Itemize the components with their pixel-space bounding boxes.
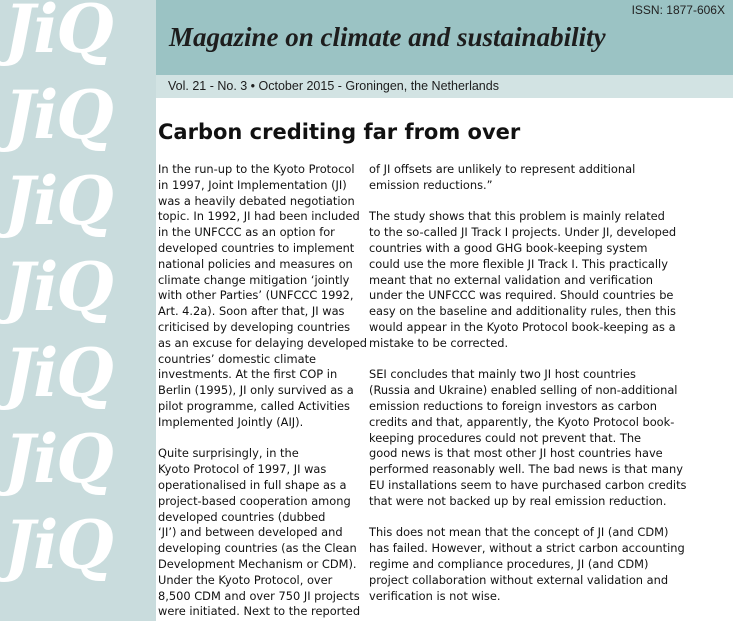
magazine-title: Magazine on climate and sustainability [169,22,606,52]
paragraph [369,209,679,351]
text-line: (Russia and Ukraine) enabled selling of non-additional [369,383,678,398]
text-line: climate change mitigation ‘jointly [158,272,350,287]
text-line: countries with a good GHG book-keeping system [369,240,648,255]
text-line: in the UNFCCC as an option for [158,225,335,240]
text-line: developed countries (dubbed [158,509,326,524]
masthead [156,0,733,98]
text-line: emission reductions.” [369,177,493,192]
text-line: under the UNFCCC was required. Should countries be [369,288,674,303]
logo-strip [0,0,156,621]
text-line: was a heavily debated negotiation [158,193,355,208]
text-line: meant that no external validation and verification [369,272,654,287]
text-line: Under the Kyoto Protocol, over [158,572,333,587]
text-line: Development Mechanism or CDM). [158,556,357,571]
text-line: good news is that most other JI host countries have [369,446,663,461]
text-line: has failed. However, without a strict carbon accounting [369,541,685,556]
text-line: The study shows that this problem is mainly related [369,209,665,224]
jiq-logo: JiQ [4,162,112,240]
volume-info: Vol. 21 - No. 3 • October 2015 - Groningen, the Netherlands [168,79,499,93]
text-line: 8,500 CDM and over 750 JI projects [158,588,360,603]
text-line: investments. At the first COP in [158,367,338,382]
issn-label: ISSN: 1877-606X [631,3,725,17]
text-line: mistake to be corrected. [369,335,509,350]
article-column-left [158,162,367,636]
text-line: to the so-called JI Track I projects. Under JI, developed [369,225,677,240]
text-line: could use the more flexible JI Track I. This practically [369,256,668,271]
jiq-logo: JiQ [4,76,112,154]
text-line: emission reductions to foreign investors as carbon [369,398,657,413]
text-line: pilot programme, called Activities [158,398,350,413]
text-line: as an excuse for delaying developed [158,335,367,350]
article-column-right [369,162,687,620]
text-line: criticised by developing countries [158,319,351,334]
text-line: with other Parties’ (UNFCCC 1992, [158,288,354,303]
article-title: Carbon crediting far from over [158,120,521,144]
paragraph [369,162,679,194]
jiq-logo: JiQ [4,420,112,498]
text-line: credits and that, apparently, the Kyoto Protocol book- [369,414,675,429]
text-line: operationalised in full shape as a [158,477,347,492]
text-line: in 1997, Joint Implementation (JI) [158,177,347,192]
text-line: developed countries to implement [158,240,355,255]
text-line: Kyoto Protocol of 1997, JI was [158,462,327,477]
text-line: Quite surprisingly, in the [158,446,299,461]
text-line: that were not backed up by real emission reduction. [369,493,667,508]
text-line: national policies and measures on [158,256,353,271]
text-line: project-based cooperation among [158,493,351,508]
text-line: performed reasonably well. The bad news is that many [369,462,683,477]
text-line: In the run-up to the Kyoto Protocol [158,162,355,176]
text-line: topic. In 1992, JI had been included [158,209,360,224]
text-line: easy on the baseline and additionality rules, then this [369,304,676,319]
text-line: regime and compliance procedures, JI (and CDM) [369,556,649,571]
text-line: ‘JI’) and between developed and [158,525,343,540]
text-line: were initiated. Next to the reported [158,604,361,619]
jiq-logo: JiQ [4,0,112,68]
text-line: would appear in the Kyoto Protocol book-keeping as a [369,319,676,334]
text-line: verification is not wise. [369,588,501,603]
volume-bar [156,75,733,98]
text-line: of JI offsets are unlikely to represent additional [369,162,636,176]
text-line: countries’ domestic climate [158,351,317,366]
jiq-logo: JiQ [4,506,112,584]
paragraph [369,525,685,604]
text-line: developing countries (as the Clean [158,541,357,556]
text-line: project collaboration without external validation and [369,572,669,587]
paragraph [158,162,367,431]
jiq-logo: JiQ [4,248,112,326]
text-line: This does not mean that the concept of JI (and CDM) [369,525,669,540]
text-line: SEI concludes that mainly two JI host countries [369,367,636,382]
text-line: keeping procedures could not prevent that. The [369,430,642,445]
text-line: Berlin (1995), JI only survived as a [158,383,354,398]
paragraph [369,367,687,509]
text-line: Art. 4.2a). Soon after that, JI was [158,304,345,319]
text-line: EU installations seem to have purchased carbon credits [369,477,687,492]
text-line: Implemented Jointly (AIJ). [158,414,304,429]
jiq-logo: JiQ [4,334,112,412]
paragraph [158,446,362,620]
